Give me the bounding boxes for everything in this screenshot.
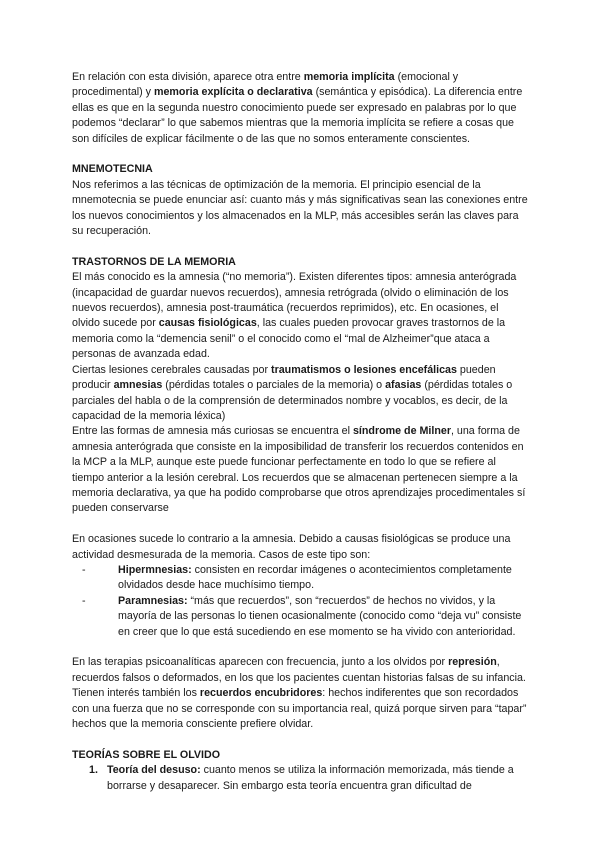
trastornos-paragraph-psicoanalisis	[72, 655, 528, 732]
text-run: (emocional y procedimental) y	[72, 71, 459, 99]
bold-term: memoria explícita o declarativa	[153, 86, 313, 99]
bold-term: Hipermnesias:	[118, 563, 192, 576]
text-run: pueden producir	[72, 363, 496, 392]
bold-term: Teoría del desuso:	[107, 764, 201, 777]
list-number: 1.	[89, 764, 98, 777]
trastornos-paragraph-hiperactividad: En ocasiones sucede lo contrario a la amnesia. Debido a causas fisiológicas se produce una actividad desmesurada de la memoria. Casos de este tipo son:	[72, 533, 511, 561]
text-run: cuanto menos se utiliza la información memorizada, más tiende a borrarse y desaparecer. Sin embargo esta teoría encuentra gran dificultad de	[107, 764, 514, 792]
text-run: En relación con esta división, aparece otra entre	[72, 71, 304, 83]
list-item-hipermnesias	[107, 563, 528, 594]
list-item-desuso	[89, 763, 528, 794]
list-item-text	[107, 764, 514, 791]
text-run: consisten en recordar imágenes o acontecimientos completamente olvidados desde hace muchísimo tiempo.	[118, 563, 512, 592]
list-item-paramnesias	[107, 594, 528, 640]
trastornos-paragraph-lesiones	[72, 363, 528, 425]
text-run: (pérdidas totales o parciales de la memoria) o	[162, 379, 386, 392]
text-run: : hechos indiferentes que son recordados con una fuerza que no se corresponde con su importancia real, quizá porque sirven para “tapar” hechos que la memoria consciente prefiere olvidar.	[72, 687, 527, 730]
text-run: (pérdidas totales o parciales del habla o de la comprensión de determinados nombre y vocablos, es decir, de la capacidad de la memoria léxica)	[72, 379, 513, 422]
trastornos-heading: TRASTORNOS DE LA MEMORIA	[72, 255, 236, 268]
bold-term: Paramnesias:	[118, 594, 188, 607]
bold-term: traumatismos o lesiones encefálicas	[271, 363, 457, 376]
text-run: , recuerdos falsos o deformados, en los que los pacientes cuentan historias falsas de su infancia. Tienen interés también los	[72, 656, 526, 700]
trastornos-paragraph-amnesia	[72, 270, 528, 362]
teorias-list	[72, 763, 528, 794]
bold-term: causas fisiológicas	[158, 317, 257, 330]
bold-term: recuerdos encubridores	[199, 687, 323, 700]
bold-term: memoria implícita	[303, 71, 395, 83]
bold-term: síndrome de Milner	[352, 425, 451, 438]
bold-term: amnesias	[113, 379, 163, 392]
mnemotecnia-paragraph: Nos referimos a las técnicas de optimización de la memoria. El principio esencial de la mnemotecnia se puede enunciar así: cuanto más y más significativas sean las conexiones entre los nuevos conocimientos y los almacenados en la MLP, más accesibles serán las claves para su recuperación.	[72, 178, 528, 238]
bold-term: represión	[448, 656, 497, 669]
intro-paragraph	[72, 70, 528, 147]
mnemotecnia-heading: MNEMOTECNIA	[72, 163, 153, 176]
text-run: (semántica y episódica). La diferencia entre ellas es que en la segunda nuestro conocimiento puede ser expresado en palabras por lo que podemos “declarar” lo que sabemos mientras que la memoria implícita se refiere a cosas que son difíciles de explicar fácilmente o de las que no somos enteramente conscientes.	[72, 86, 523, 145]
memory-disorders-list	[72, 563, 528, 640]
text-run: Entre las formas de amnesia más curiosas se encuentra el	[72, 425, 353, 438]
text-run: El más conocido es la amnesia (“no memoria”). Existen diferentes tipos: amnesia anterógrada (incapacidad de guardar nuevos recuerdos), amnesia retrógrada (olvido o eliminación de los nuevos recuerdos), amnesia post-traumática (recuerdos reprimidos), etc. En ocasiones, el olvido sucede por	[72, 271, 517, 330]
bold-term: afasias	[385, 379, 422, 392]
teorias-heading: TEORÍAS SOBRE EL OLVIDO	[72, 748, 221, 761]
text-run: En las terapias psicoanalíticas aparecen con frecuencia, junto a los olvidos por	[72, 656, 449, 669]
text-run: Ciertas lesiones cerebrales causadas por	[72, 363, 272, 376]
text-run: “más que recuerdos”, son “recuerdos” de hechos no vividos, y la mayoría de las personas lo tienen ocasionalmente (conocido como “deja vu” consiste en creer que lo que está sucediendo en ese momento se ha vivido con anterioridad.	[118, 594, 522, 638]
text-run: , las cuales pueden provocar graves trastornos de la memoria como la “demencia senil” o el conocido como el “mal de Alzheimer”que ataca a personas de avanzada edad.	[72, 317, 506, 361]
trastornos-paragraph-milner	[72, 424, 528, 516]
text-run: , una forma de amnesia anterógrada que consiste en la imposibilidad de transferir los recuerdos contenidos en la MCP a la MLP, aunque este puede funcionar perfectamente en todo lo que se refiere al tiempo anterior a la lesión cerebral. Los recuerdos que se almacenan pertenecen siempre a la memoria declarativa, ya que ha podido comprobarse que otros aprendizajes procedimentales sí pueden conservarse	[72, 425, 526, 515]
